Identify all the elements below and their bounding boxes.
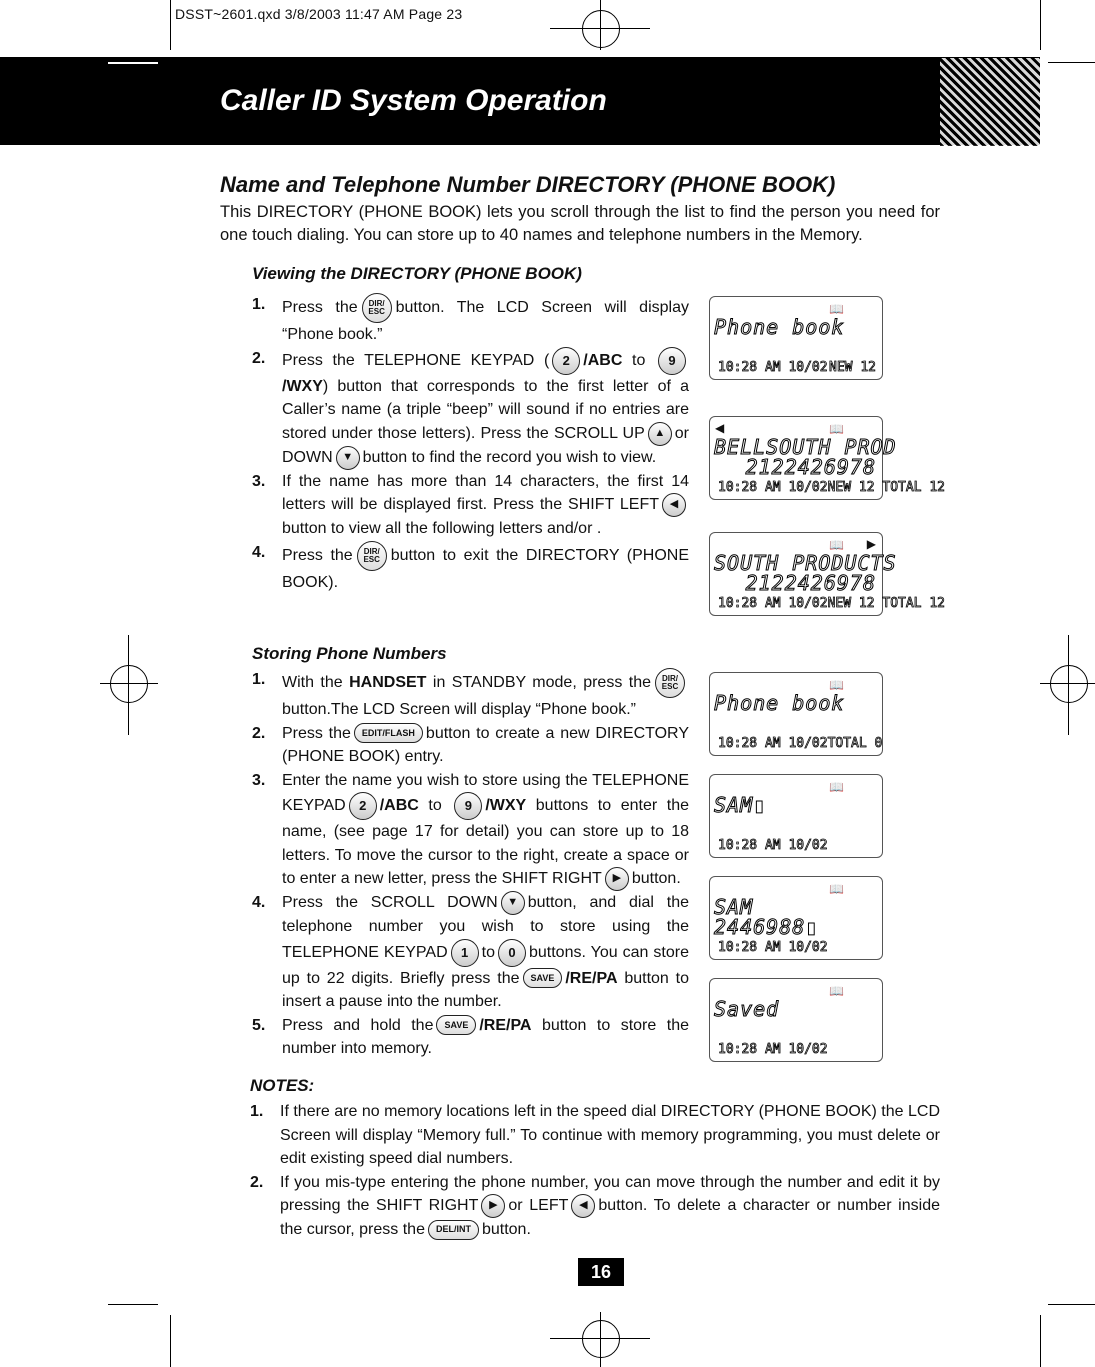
section-title: Name and Telephone Number DIRECTORY (PHONE BOOK): [220, 172, 836, 197]
key-9-icon: 9: [658, 347, 686, 375]
phonebook-icon: 📖: [829, 302, 844, 316]
storing-title: Storing Phone Numbers: [252, 644, 447, 663]
viewing-steps: [252, 293, 689, 594]
storing-step-2: 2. Press the EDIT/FLASH button to create a new DIRECTORY (PHONE BOOK) entry.: [252, 724, 689, 765]
decorative-pattern: [940, 58, 1040, 146]
page-number: 16: [578, 1258, 624, 1286]
save-icon: SAVE: [523, 968, 563, 988]
scroll-down-icon: ▼: [501, 891, 525, 915]
dir-esc-icon: DIR/ ESC: [655, 668, 685, 698]
crop-mark: [108, 1304, 158, 1305]
viewing-step-1: 1. Press the DIR/ ESC button. The LCD Screen will display “Phone book.”: [252, 293, 689, 347]
lcd-screen: ◀ 📖 BELLSOUTH PROD 2122426978 10:28 AM 10/02 NEW 12 TOTAL 12: [709, 416, 883, 500]
page-title: Caller ID System Operation: [220, 84, 607, 117]
storing-step-1: 1. With the HANDSET in STANDBY mode, press the DIR/ ESCbutton.The LCD Screen will display “Phone book.”: [252, 668, 689, 722]
note-2: 2. If you mis-type entering the phone number, you can move through the number and edit it by pressing the SHIFT RIGHT ▶ or LEFT ◀ button. To delete a character or number inside the cursor, press the DEL/INT button.: [250, 1173, 940, 1238]
del-int-icon: DEL/INT: [428, 1220, 479, 1240]
viewing-step-4: 4. Press the DIR/ ESC button to exit the DIRECTORY (PHONE BOOK).: [252, 541, 689, 595]
phonebook-icon: 📖: [829, 984, 844, 998]
notes-list: [250, 1100, 940, 1242]
section-intro: This DIRECTORY (PHONE BOOK) lets you scroll through the list to find the person you need for one touch dialing. You can store up to 40 names and telephone numbers in the Memory.: [220, 203, 940, 244]
viewing-step-2: 2. Press the TELEPHONE KEYPAD ( 2 /ABC to 9/WXY) button that corresponds to the first letter of a Caller’s name (a triple “beep” will sound if no entries are stored under those letters). Press the SCROLL UP ▲ or DOWN ▼ button to find the record you wish to view.: [252, 347, 689, 470]
key-2-icon: 2: [349, 792, 377, 820]
registration-mark: [582, 10, 620, 48]
crop-mark: [170, 1315, 171, 1367]
crop-mark: [1048, 62, 1095, 63]
phonebook-icon: 📖: [829, 538, 844, 552]
notes-title: NOTES:: [250, 1076, 315, 1095]
phonebook-icon: 📖: [829, 422, 844, 436]
phonebook-icon: 📖: [829, 882, 844, 896]
crop-mark: [108, 62, 158, 64]
viewing-step-3: 3. If the name has more than 14 characters, the first 14 letters will be displayed first. Press the SHIFT LEFT ◀button to view all the following letters and/or .: [252, 472, 689, 537]
key-2-icon: 2: [552, 347, 580, 375]
key-9-icon: 9: [454, 792, 482, 820]
registration-mark: [1050, 665, 1088, 703]
storing-step-5: 5. Press and hold the SAVE /RE/PA button to store the number into memory.: [252, 1016, 689, 1057]
lcd-screen: 📖 ▶ SOUTH PRODUCTS 2122426978 10:28 AM 10/02 NEW 12 TOTAL 12: [709, 532, 883, 616]
dir-esc-icon: DIR/ ESC: [357, 541, 387, 571]
crop-mark: [170, 0, 171, 50]
shift-right-icon: ▶: [605, 867, 629, 891]
shift-right-icon: ▶: [481, 1194, 505, 1218]
registration-mark: [110, 665, 148, 703]
lcd-screen: 📖 SAM 2446988▮ 10:28 AM 10/02: [709, 876, 883, 960]
scroll-up-icon: ▲: [648, 422, 672, 446]
lcd-screen: 📖 Phone book 10:28 AM 10/02 TOTAL 0: [709, 672, 883, 756]
viewing-title: Viewing the DIRECTORY (PHONE BOOK): [252, 264, 582, 283]
lcd-screen: 📖 Phone book 10:28 AM 10/02 NEW 12: [709, 296, 883, 380]
phonebook-icon: 📖: [829, 780, 844, 794]
lcd-screen: 📖 Saved 10:28 AM 10/02: [709, 978, 883, 1062]
edit-flash-icon: EDIT/FLASH: [354, 723, 423, 743]
key-1-icon: 1: [451, 939, 479, 967]
registration-mark: [582, 1320, 620, 1358]
save-icon: SAVE: [436, 1015, 476, 1035]
scroll-down-icon: ▼: [336, 446, 360, 470]
print-slug: DSST~2601.qxd 3/8/2003 11:47 AM Page 23: [175, 6, 463, 22]
note-1: 1. If there are no memory locations left in the speed dial DIRECTORY (PHONE BOOK) the LCD Screen will display “Memory full.” To continue with memory programming, you must delete or edit existing speed dial numbers.: [250, 1103, 940, 1167]
shift-left-icon: ◀: [571, 1194, 595, 1218]
storing-steps: [252, 668, 689, 1061]
crop-mark: [1040, 0, 1041, 50]
crop-mark: [1048, 1304, 1095, 1305]
shift-left-icon: ◀: [662, 493, 686, 517]
dir-esc-icon: DIR/ ESC: [362, 293, 392, 323]
storing-step-3: 3. Enter the name you wish to store using the TELEPHONE KEYPAD 2 /ABC to 9 /WXY buttons to enter the name, (see page 17 for detail) you can store up to 18 letters. To move the cursor to the right, create a space or to enter a new letter, press the SHIFT RIGHT ▶ button.: [252, 769, 689, 892]
phonebook-icon: 📖: [829, 678, 844, 692]
lcd-screen: 📖 SAM▮ 10:28 AM 10/02: [709, 774, 883, 858]
key-0-icon: 0: [498, 939, 526, 967]
crop-mark: [1040, 1315, 1041, 1367]
storing-step-4: 4. Press the SCROLL DOWN ▼ button, and dial the telephone number you wish to store using the TELEPHONE KEYPAD 1 to 0 buttons. You can store up to 22 digits. Briefly press the SAVE /RE/PA button to insert a pause into the number.: [252, 891, 689, 1014]
